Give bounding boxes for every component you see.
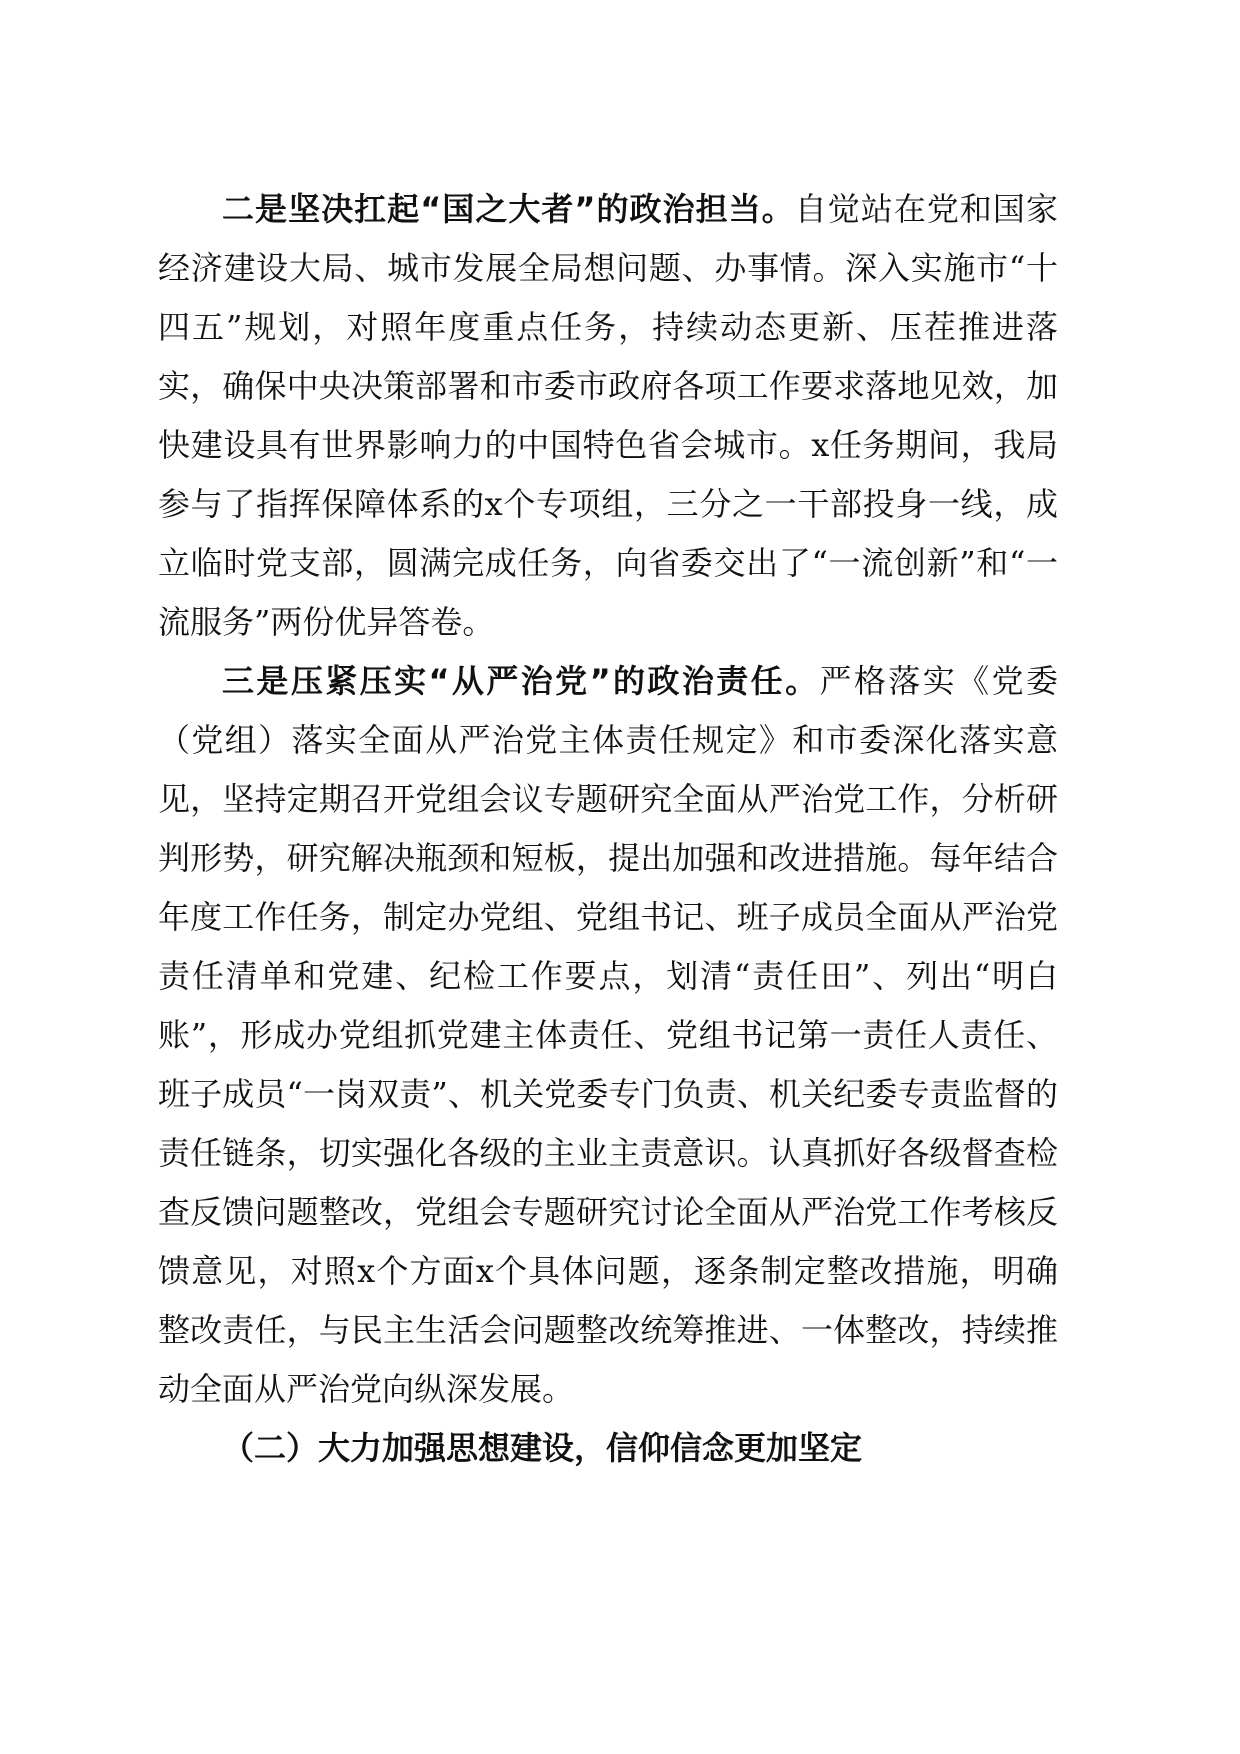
document-body bbox=[158, 180, 1058, 1478]
paragraph-party-discipline bbox=[158, 652, 1058, 1419]
paragraph-political-responsibility bbox=[158, 180, 1058, 652]
paragraph-body-text: 自觉站在党和国家经济建设大局、城市发展全局想问题、办事情。深入实施市“十四五”规划，对照年度重点任务，持续动态更新、压茬推进落实，确保中央决策部署和市委市政府各项工作要求落地见效，加快建设具有世界影响力的中国特色省会城市。x任务期间，我局参与了指挥保障体系的x个专项组，三分之一干部投身一线，成立临时党支部，圆满完成任务，向省委交出了“一流创新”和“一流服务”两份优异答卷。 bbox=[158, 190, 1058, 641]
section-subheading: （二）大力加强思想建设，信仰信念更加坚定 bbox=[222, 1429, 863, 1467]
paragraph-body-text: 严格落实《党委（党组）落实全面从严治党主体责任规定》和市委深化落实意见，坚持定期召开党组会议专题研究全面从严治党工作，分析研判形势，研究解决瓶颈和短板，提出加强和改进措施。每年结合年度工作任务，制定办党组、党组书记、班子成员全面从严治党责任清单和党建、纪检工作要点，划清“责任田”、列出“明白账”，形成办党组抓党建主体责任、党组书记第一责任人责任、班子成员“一岗双责”、机关党委专门负责、机关纪委专责监督的责任链条，切实强化各级的主业主责意识。认真抓好各级督查检查反馈问题整改，党组会专题研究讨论全面从严治党工作考核反馈意见，对照x个方面x个具体问题，逐条制定整改措施，明确整改责任，与民主生活会问题整改统筹推进、一体整改，持续推动全面从严治党向纵深发展。 bbox=[158, 662, 1058, 1408]
paragraph-lead-heading: 三是压紧压实“从严治党”的政治责任。 bbox=[222, 662, 820, 700]
paragraph-lead-heading: 二是坚决扛起“国之大者”的政治担当。 bbox=[222, 190, 795, 228]
